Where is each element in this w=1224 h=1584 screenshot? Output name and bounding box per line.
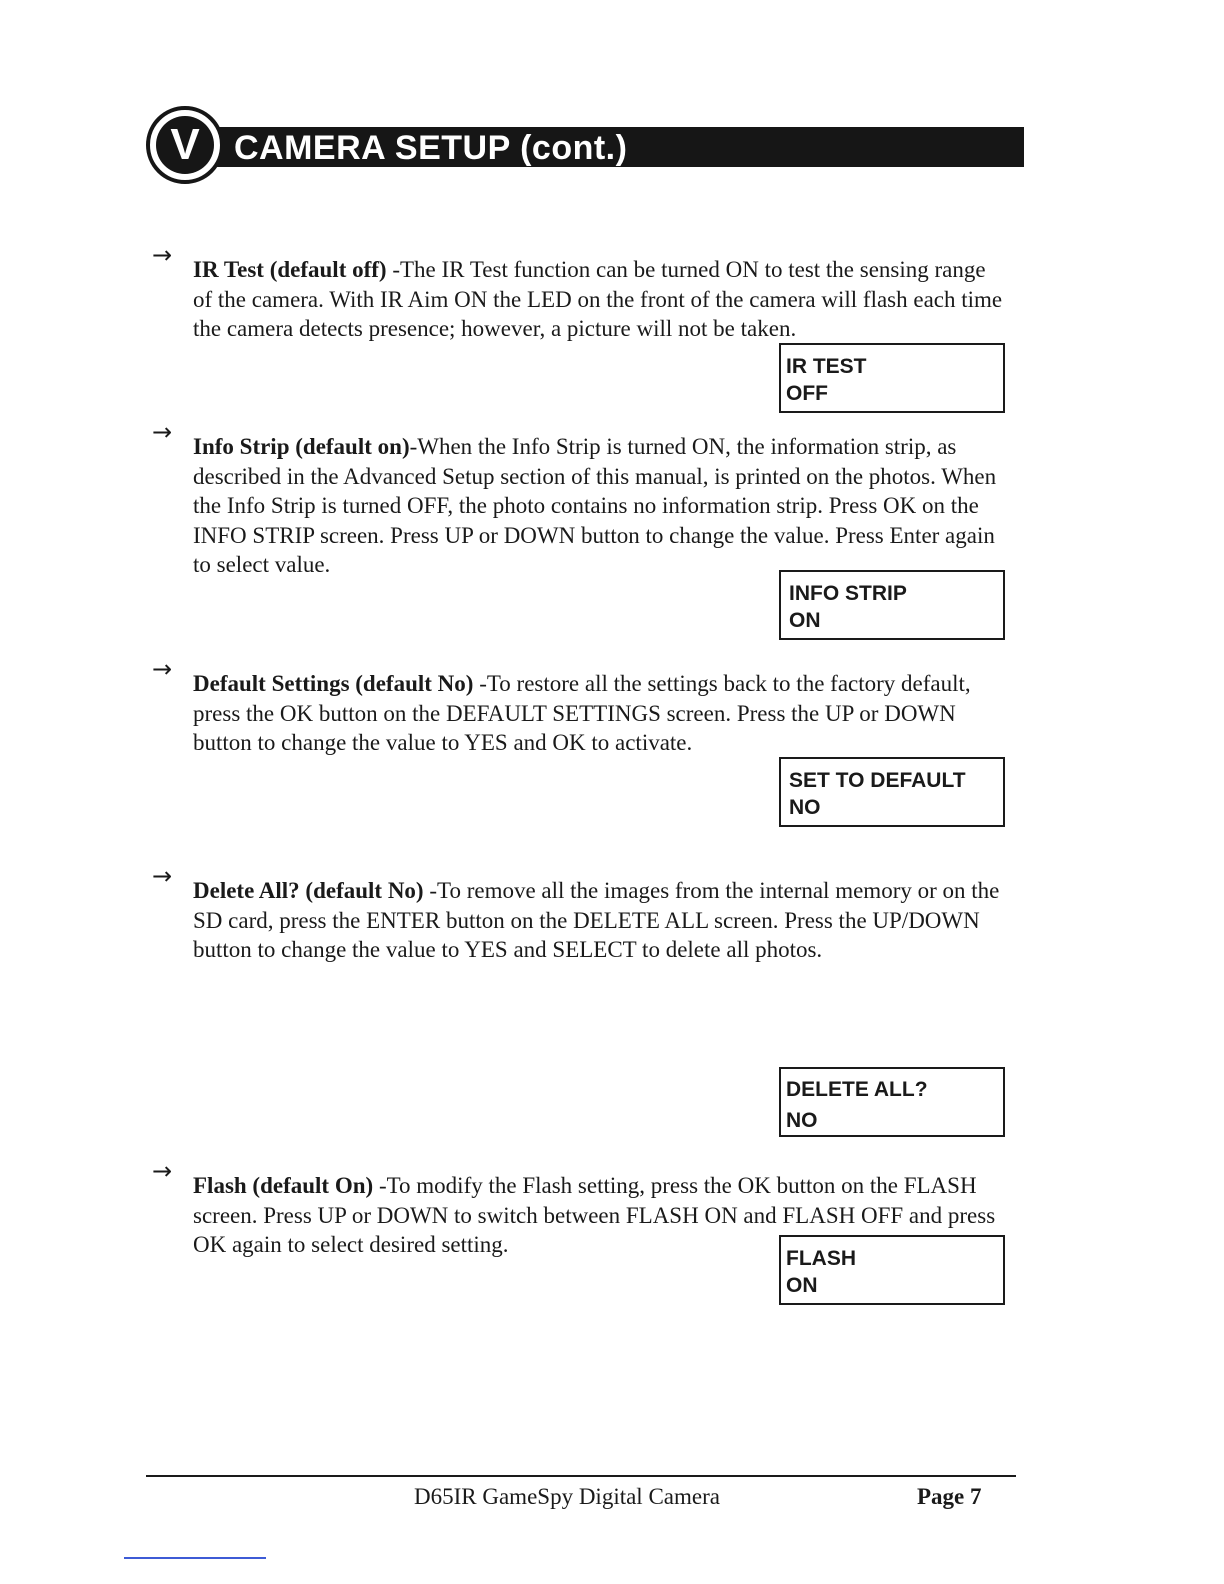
lcd-ir-test: [779, 343, 1005, 413]
section-heading: IR Test (default off): [193, 257, 387, 282]
section-body: -When the Info Strip is turned ON, the information strip, as described in the Advanced Setup section of this manual, is printed on the photos. When the Info Strip is turned OFF, the photo contains no information strip. Press OK on the INFO STRIP screen. Press UP or DOWN button to change the value. Press Enter again to select value.: [193, 434, 997, 578]
arrow-bullet-icon: →: [152, 655, 173, 683]
page-title: CAMERA SETUP (cont.): [234, 129, 628, 167]
lcd-line-1: IR TEST: [786, 355, 867, 378]
section-body: -The IR Test function can be turned ON to test the sensing range of the camera. With IR Aim ON the LED on the front of the camera will flash each time the camera detects presence; however, a picture will not be taken.: [193, 257, 1003, 342]
arrow-bullet-icon: →: [152, 1157, 173, 1185]
arrow-bullet-icon: →: [152, 241, 173, 269]
lcd-line-1: SET TO DEFAULT: [789, 769, 966, 792]
lcd-flash: [779, 1235, 1005, 1305]
arrow-bullet-icon: →: [152, 862, 173, 890]
section-text: [193, 669, 1003, 758]
footer-title: D65IR GameSpy Digital Camera: [414, 1484, 720, 1509]
arrow-bullet-icon: →: [152, 418, 173, 446]
lcd-line-2: ON: [789, 609, 821, 632]
bottom-link-underline[interactable]: [124, 1557, 266, 1559]
section-badge-letter: V: [156, 116, 214, 174]
lcd-default-settings: [779, 757, 1005, 827]
page-number: Page 7: [917, 1484, 982, 1509]
lcd-line-2: NO: [789, 796, 821, 819]
footer-divider: [146, 1475, 1016, 1477]
section-body: -To remove all the images from the internal memory or on the SD card, press the ENTER button on the DELETE ALL screen. Press the UP/DOWN button to change the value to YES and SELECT to delete all photos.: [193, 878, 1000, 963]
section-text: [193, 255, 1003, 344]
lcd-line-2: NO: [786, 1109, 818, 1132]
lcd-line-1: INFO STRIP: [789, 582, 907, 605]
section-badge: [146, 106, 224, 184]
section-text: [193, 876, 1003, 965]
lcd-line-1: FLASH: [786, 1247, 856, 1270]
section-body: -To restore all the settings back to the factory default, press the OK button on the DEFAULT SETTINGS screen. Press the UP or DOWN button to change the value to YES and OK to activate.: [193, 671, 971, 756]
section-text: [193, 432, 1003, 580]
section-heading: Delete All? (default No): [193, 878, 424, 903]
lcd-line-1: DELETE ALL?: [786, 1078, 928, 1101]
lcd-info-strip: [779, 570, 1005, 640]
lcd-delete-all: [779, 1067, 1005, 1137]
section-heading: Info Strip (default on): [193, 434, 410, 459]
section-body: -To modify the Flash setting, press the OK button on the FLASH screen. Press UP or DOWN to switch between FLASH ON and FLASH OFF and press OK again to select desired setting.: [193, 1173, 996, 1258]
lcd-line-2: OFF: [786, 382, 828, 405]
section-heading: Default Settings (default No): [193, 671, 474, 696]
lcd-line-2: ON: [786, 1274, 818, 1297]
section-header: [146, 106, 1024, 186]
section-heading: Flash (default On): [193, 1173, 374, 1198]
